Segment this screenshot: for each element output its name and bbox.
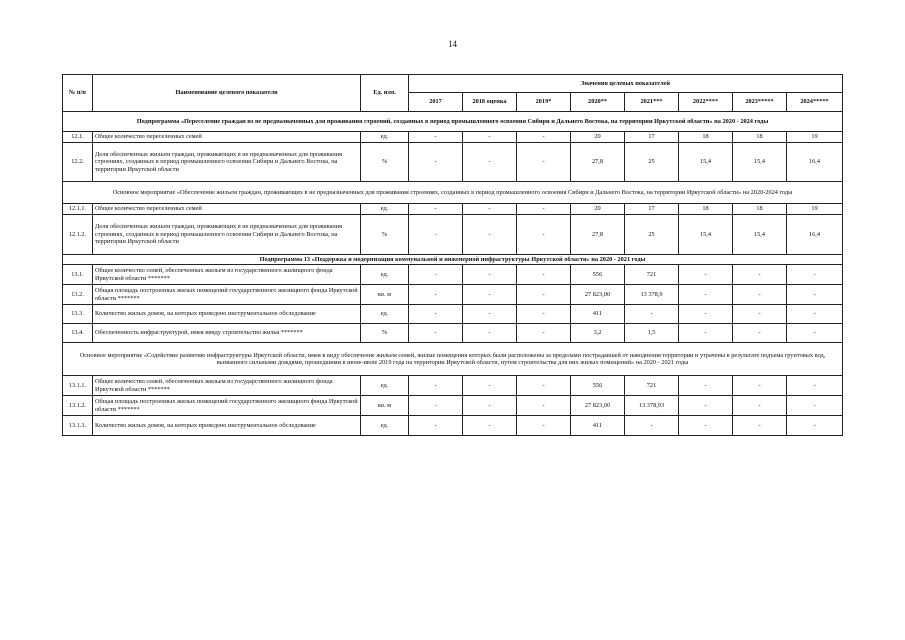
value-cell: 20 xyxy=(571,132,625,143)
indicator-name: Количество жилых домов, на которых проведено инструментальное обследование xyxy=(93,416,361,436)
value-cell: - xyxy=(517,376,571,396)
unit-cell: ед. xyxy=(361,132,409,143)
value-cell: 556 xyxy=(571,265,625,285)
header-year: 2018 оценка xyxy=(463,93,517,112)
value-cell: - xyxy=(625,416,679,436)
table-row xyxy=(63,305,843,324)
value-cell: - xyxy=(733,285,787,305)
table-row xyxy=(63,376,843,396)
value-cell: - xyxy=(679,265,733,285)
header-year: 2021*** xyxy=(625,93,679,112)
value-cell: - xyxy=(409,376,463,396)
unit-cell: ед. xyxy=(361,204,409,215)
table-row xyxy=(63,143,843,182)
value-cell: - xyxy=(463,132,517,143)
value-cell: 721 xyxy=(625,376,679,396)
row-number: 13.1.1. xyxy=(63,376,93,396)
header-name: Наименование целевого показателя xyxy=(93,75,361,112)
value-cell: 27,8 xyxy=(571,215,625,255)
value-cell: - xyxy=(517,285,571,305)
header-values-group: Значения целевых показателей xyxy=(409,75,843,93)
value-cell: 16,4 xyxy=(787,143,843,182)
value-cell: - xyxy=(733,324,787,343)
value-cell: - xyxy=(409,396,463,416)
indicator-name: Общая площадь построенных жилых помещений государственного жилищного фонда Иркутской области ******* xyxy=(93,285,361,305)
value-cell: - xyxy=(517,305,571,324)
indicator-name: Общее количество переселенных семей xyxy=(93,132,361,143)
target-indicators-table xyxy=(62,74,843,436)
value-cell: - xyxy=(679,324,733,343)
value-cell: - xyxy=(409,416,463,436)
unit-cell: % xyxy=(361,324,409,343)
value-cell: - xyxy=(409,132,463,143)
value-cell: - xyxy=(787,285,843,305)
indicator-name: Доля обеспеченных жильем граждан, проживающих в не предназначенных для проживания строениях, созданных в период промышленного освоения Сибири и Дальнего Востока, на территории Иркутской области xyxy=(93,215,361,255)
value-cell: - xyxy=(463,285,517,305)
indicator-name: Количество жилых домов, на которых проведено инструментальное обследование xyxy=(93,305,361,324)
value-cell: 15,4 xyxy=(733,143,787,182)
indicator-name: Общая площадь построенных жилых помещений государственного жилищного фонда Иркутской области ******* xyxy=(93,396,361,416)
row-number: 13.2. xyxy=(63,285,93,305)
value-cell: 18 xyxy=(733,204,787,215)
main-activity-heading: Основное мероприятие «Обеспечение жильем граждан, проживающих в не предназначенных для проживания строениях, созданных в период промышленного освоения Сибири и Дальнего Востока, на территории Иркутской области» на 2020-2024 годы xyxy=(63,182,843,204)
subprogram-heading: Подпрограмма 13 «Поддержка и модернизация коммунальной и инженерной инфраструктуры Иркутской области» на 2020 - 2021 годы xyxy=(63,255,843,265)
value-cell: - xyxy=(463,143,517,182)
value-cell: 25 xyxy=(625,215,679,255)
value-cell: 27 823,00 xyxy=(571,396,625,416)
value-cell: 411 xyxy=(571,305,625,324)
table-row xyxy=(63,204,843,215)
table-row xyxy=(63,182,843,204)
value-cell: - xyxy=(679,305,733,324)
value-cell: - xyxy=(787,416,843,436)
indicator-name: Общее количество семей, обеспеченных жильем из государственного жилищного фонда Иркутской области ******* xyxy=(93,376,361,396)
value-cell: - xyxy=(517,143,571,182)
value-cell: - xyxy=(463,396,517,416)
value-cell: 15,4 xyxy=(679,215,733,255)
value-cell: - xyxy=(679,376,733,396)
value-cell: - xyxy=(733,305,787,324)
value-cell: - xyxy=(409,285,463,305)
value-cell: 17 xyxy=(625,132,679,143)
indicator-name: Общее количество переселенных семей xyxy=(93,204,361,215)
value-cell: 13 378,93 xyxy=(625,396,679,416)
unit-cell: ед. xyxy=(361,376,409,396)
header-year: 2017 xyxy=(409,93,463,112)
header-year: 2019* xyxy=(517,93,571,112)
indicator-name: Общее количество семей, обеспеченных жильем из государственного жилищного фонда Иркутской области ******* xyxy=(93,265,361,285)
table-row xyxy=(63,396,843,416)
value-cell: - xyxy=(625,305,679,324)
unit-cell: кв. м xyxy=(361,285,409,305)
value-cell: 556 xyxy=(571,376,625,396)
row-number: 12.2. xyxy=(63,143,93,182)
header-num: № п/п xyxy=(63,75,93,112)
value-cell: - xyxy=(517,324,571,343)
value-cell: - xyxy=(409,215,463,255)
unit-cell: % xyxy=(361,215,409,255)
value-cell: - xyxy=(409,305,463,324)
row-number: 12.1.2. xyxy=(63,215,93,255)
value-cell: - xyxy=(463,324,517,343)
header-year: 2022**** xyxy=(679,93,733,112)
value-cell: 16,4 xyxy=(787,215,843,255)
row-number: 13.1. xyxy=(63,265,93,285)
value-cell: 13 378,9 xyxy=(625,285,679,305)
unit-cell: кв. м xyxy=(361,396,409,416)
value-cell: - xyxy=(463,416,517,436)
value-cell: 15,4 xyxy=(733,215,787,255)
value-cell: 18 xyxy=(679,204,733,215)
value-cell: - xyxy=(787,265,843,285)
indicator-name: Доля обеспеченных жильем граждан, проживающих в не предназначенных для проживания строениях, созданных в период промышленного освоения Сибири и Дальнего Востока, на территории Иркутской области xyxy=(93,143,361,182)
table-row xyxy=(63,112,843,132)
value-cell: - xyxy=(463,215,517,255)
value-cell: 19 xyxy=(787,132,843,143)
unit-cell: ед. xyxy=(361,416,409,436)
page-number: 14 xyxy=(448,39,457,49)
value-cell: 411 xyxy=(571,416,625,436)
row-number: 12.1.1. xyxy=(63,204,93,215)
value-cell: - xyxy=(463,265,517,285)
row-number: 13.4. xyxy=(63,324,93,343)
value-cell: - xyxy=(787,376,843,396)
value-cell: 721 xyxy=(625,265,679,285)
value-cell: - xyxy=(787,396,843,416)
value-cell: 1,5 xyxy=(625,324,679,343)
value-cell: - xyxy=(517,416,571,436)
table-row xyxy=(63,416,843,436)
row-number: 13.1.2. xyxy=(63,396,93,416)
unit-cell: ед. xyxy=(361,305,409,324)
header-year: 2020** xyxy=(571,93,625,112)
value-cell: - xyxy=(733,376,787,396)
value-cell: 17 xyxy=(625,204,679,215)
value-cell: 3,2 xyxy=(571,324,625,343)
value-cell: - xyxy=(679,285,733,305)
value-cell: - xyxy=(463,376,517,396)
row-number: 12.1. xyxy=(63,132,93,143)
value-cell: - xyxy=(409,143,463,182)
value-cell: 20 xyxy=(571,204,625,215)
value-cell: - xyxy=(679,396,733,416)
value-cell: - xyxy=(517,265,571,285)
value-cell: - xyxy=(733,396,787,416)
unit-cell: ед. xyxy=(361,265,409,285)
header-year: 2023***** xyxy=(733,93,787,112)
row-number: 13.1.3. xyxy=(63,416,93,436)
row-number: 13.3. xyxy=(63,305,93,324)
table-row xyxy=(63,132,843,143)
value-cell: 15,4 xyxy=(679,143,733,182)
value-cell: - xyxy=(409,204,463,215)
value-cell: 27 823,00 xyxy=(571,285,625,305)
indicator-name: Обеспеченность инфраструктурой, имея ввиду строительство жилья ******* xyxy=(93,324,361,343)
table-row xyxy=(63,215,843,255)
value-cell: - xyxy=(517,204,571,215)
table-row xyxy=(63,255,843,265)
value-cell: - xyxy=(787,305,843,324)
value-cell: - xyxy=(409,324,463,343)
value-cell: - xyxy=(409,265,463,285)
value-cell: - xyxy=(679,416,733,436)
table-row xyxy=(63,324,843,343)
header-year: 2024***** xyxy=(787,93,843,112)
value-cell: - xyxy=(787,324,843,343)
value-cell: 18 xyxy=(679,132,733,143)
value-cell: - xyxy=(733,416,787,436)
value-cell: 18 xyxy=(733,132,787,143)
value-cell: 27,8 xyxy=(571,143,625,182)
value-cell: 25 xyxy=(625,143,679,182)
table-row xyxy=(63,265,843,285)
table-row xyxy=(63,285,843,305)
table-row xyxy=(63,343,843,376)
value-cell: - xyxy=(463,305,517,324)
value-cell: - xyxy=(517,396,571,416)
value-cell: - xyxy=(517,215,571,255)
header-unit: Ед. изм. xyxy=(361,75,409,112)
value-cell: - xyxy=(733,265,787,285)
main-activity-heading: Основное мероприятие «Содействие развитию инфраструктуры Иркутской области, имея в виду обеспечение жильем семей, жилые помещения которых были расположены за пределами пострадавшей от наводнения территории и утрачены в результате подъема грунтовых вод, вызванного сильными дождями, прошедшими в июне-июле 2019 года на территории Иркутской области, путем строительства для них жилых помещений» на 2020 - 2021 годы xyxy=(63,343,843,376)
value-cell: 19 xyxy=(787,204,843,215)
subprogram-heading: Подпрограмма «Переселение граждан из не предназначенных для проживания строений, созданных в период промышленного освоения Сибири и Дальнего Востока, на территории Иркутской области» на 2020 - 2024 годы xyxy=(63,112,843,132)
value-cell: - xyxy=(517,132,571,143)
unit-cell: % xyxy=(361,143,409,182)
value-cell: - xyxy=(463,204,517,215)
